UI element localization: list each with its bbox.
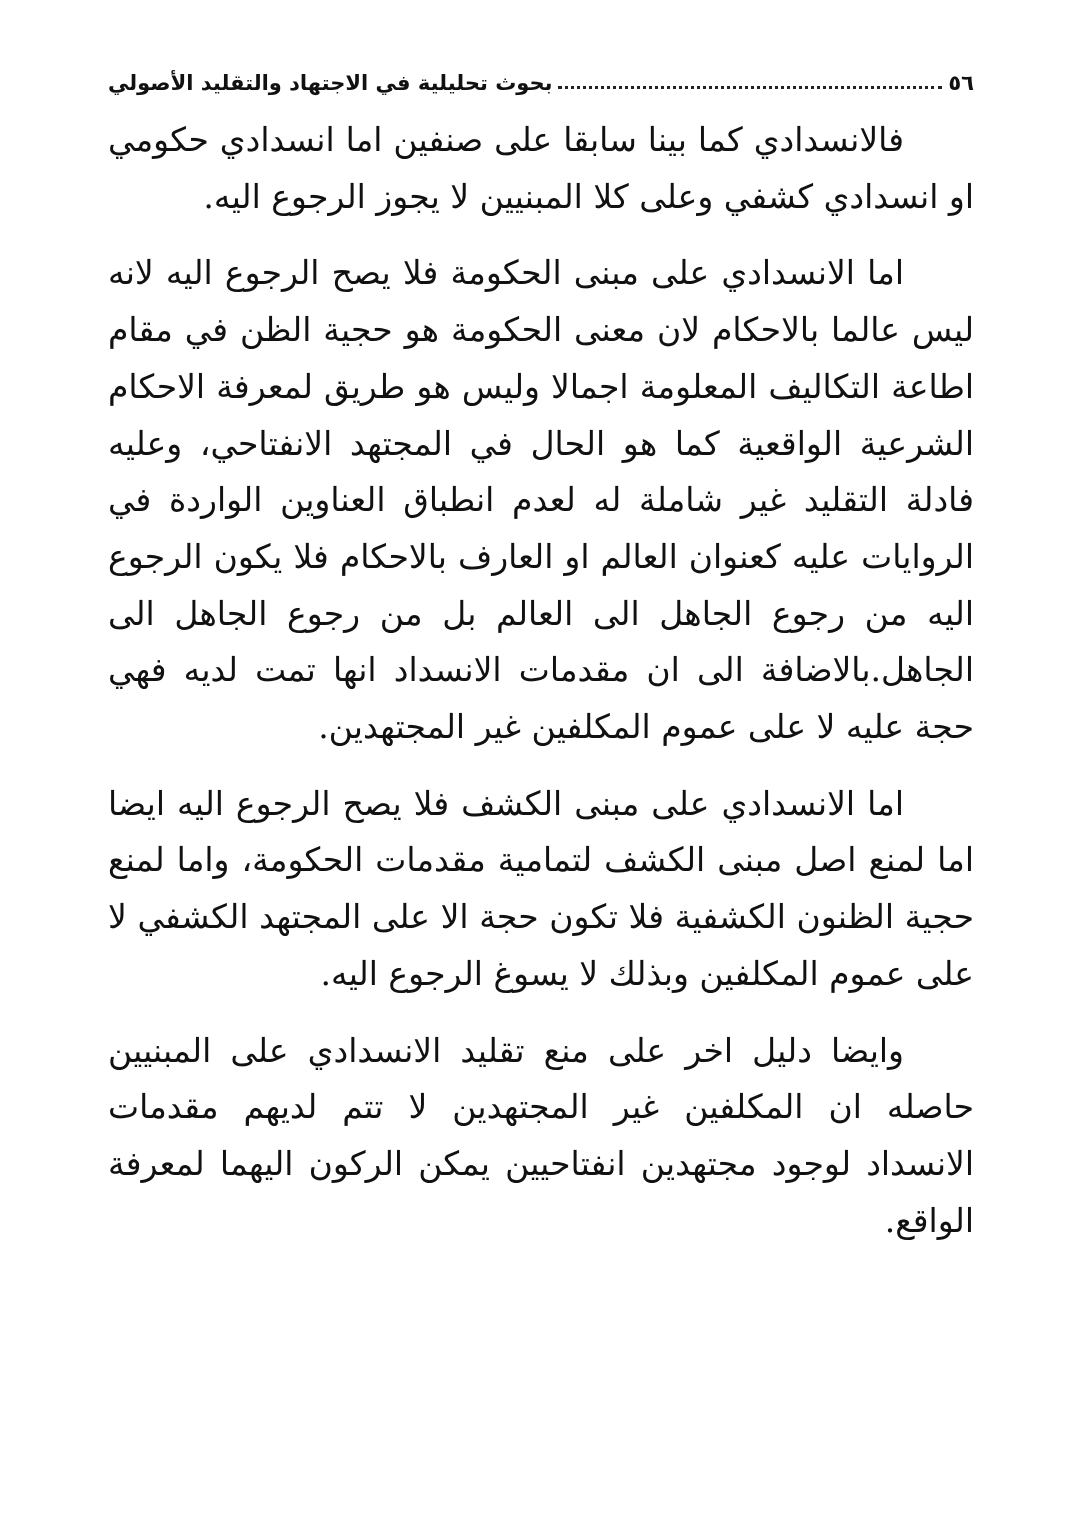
running-header [108,50,974,94]
page-number: ٥٦ [948,71,974,95]
body-text [108,112,974,1249]
paragraph-3: اما الانسدادي على مبنى الكشف فلا يصح الرجوع اليه ايضا اما لمنع اصل مبنى الكشف لتمامية مقدمات الحكومة، واما لمنع حجية الظنون الكشفية فلا تكون حجة الا على المجتهد الكشفي لا على عموم المكلفين وبذلك لا يسوغ الرجوع اليه. [108,783,974,993]
paragraph-1: فالانسدادي كما بينا سابقا على صنفين اما انسدادي حكومي او انسدادي كشفي وعلى كلا المبنيين لا يجوز الرجوع اليه. [108,120,974,216]
book-title: بحوث تحليلية في الاجتهاد والتقليد الأصولي [108,71,553,95]
header-dot-leader [558,86,942,89]
paragraph-4: وايضا دليل اخر على منع تقليد الانسدادي على المبنيين حاصله ان المكلفين غير المجتهدين لا تتم لديهم مقدمات الانسداد لوجود مجتهدين انفتاحيين يمكن الركون اليهما لمعرفة الواقع. [108,1030,974,1240]
paragraph-2: اما الانسدادي على مبنى الحكومة فلا يصح الرجوع اليه لانه ليس عالما بالاحكام لان معنى الحكومة هو حجية الظن في مقام اطاعة التكاليف المعلومة اجمالا وليس هو طريق لمعرفة الاحكام الشرعية الواقعية كما هو الحال في المجتهد الانفتاحي، وعليه فادلة التقليد غير شاملة له لعدم انطباق العناوين الواردة في الروايات عليه كعنوان العالم او العارف بالاحكام فلا يكون الرجوع اليه من رجوع الجاهل الى العالم بل من رجوع الجاهل الى الجاهل.بالاضافة الى ان مقدمات الانسداد انها تمت لديه فهي حجة عليه لا على عموم المكلفين غير المجتهدين. [108,253,974,747]
